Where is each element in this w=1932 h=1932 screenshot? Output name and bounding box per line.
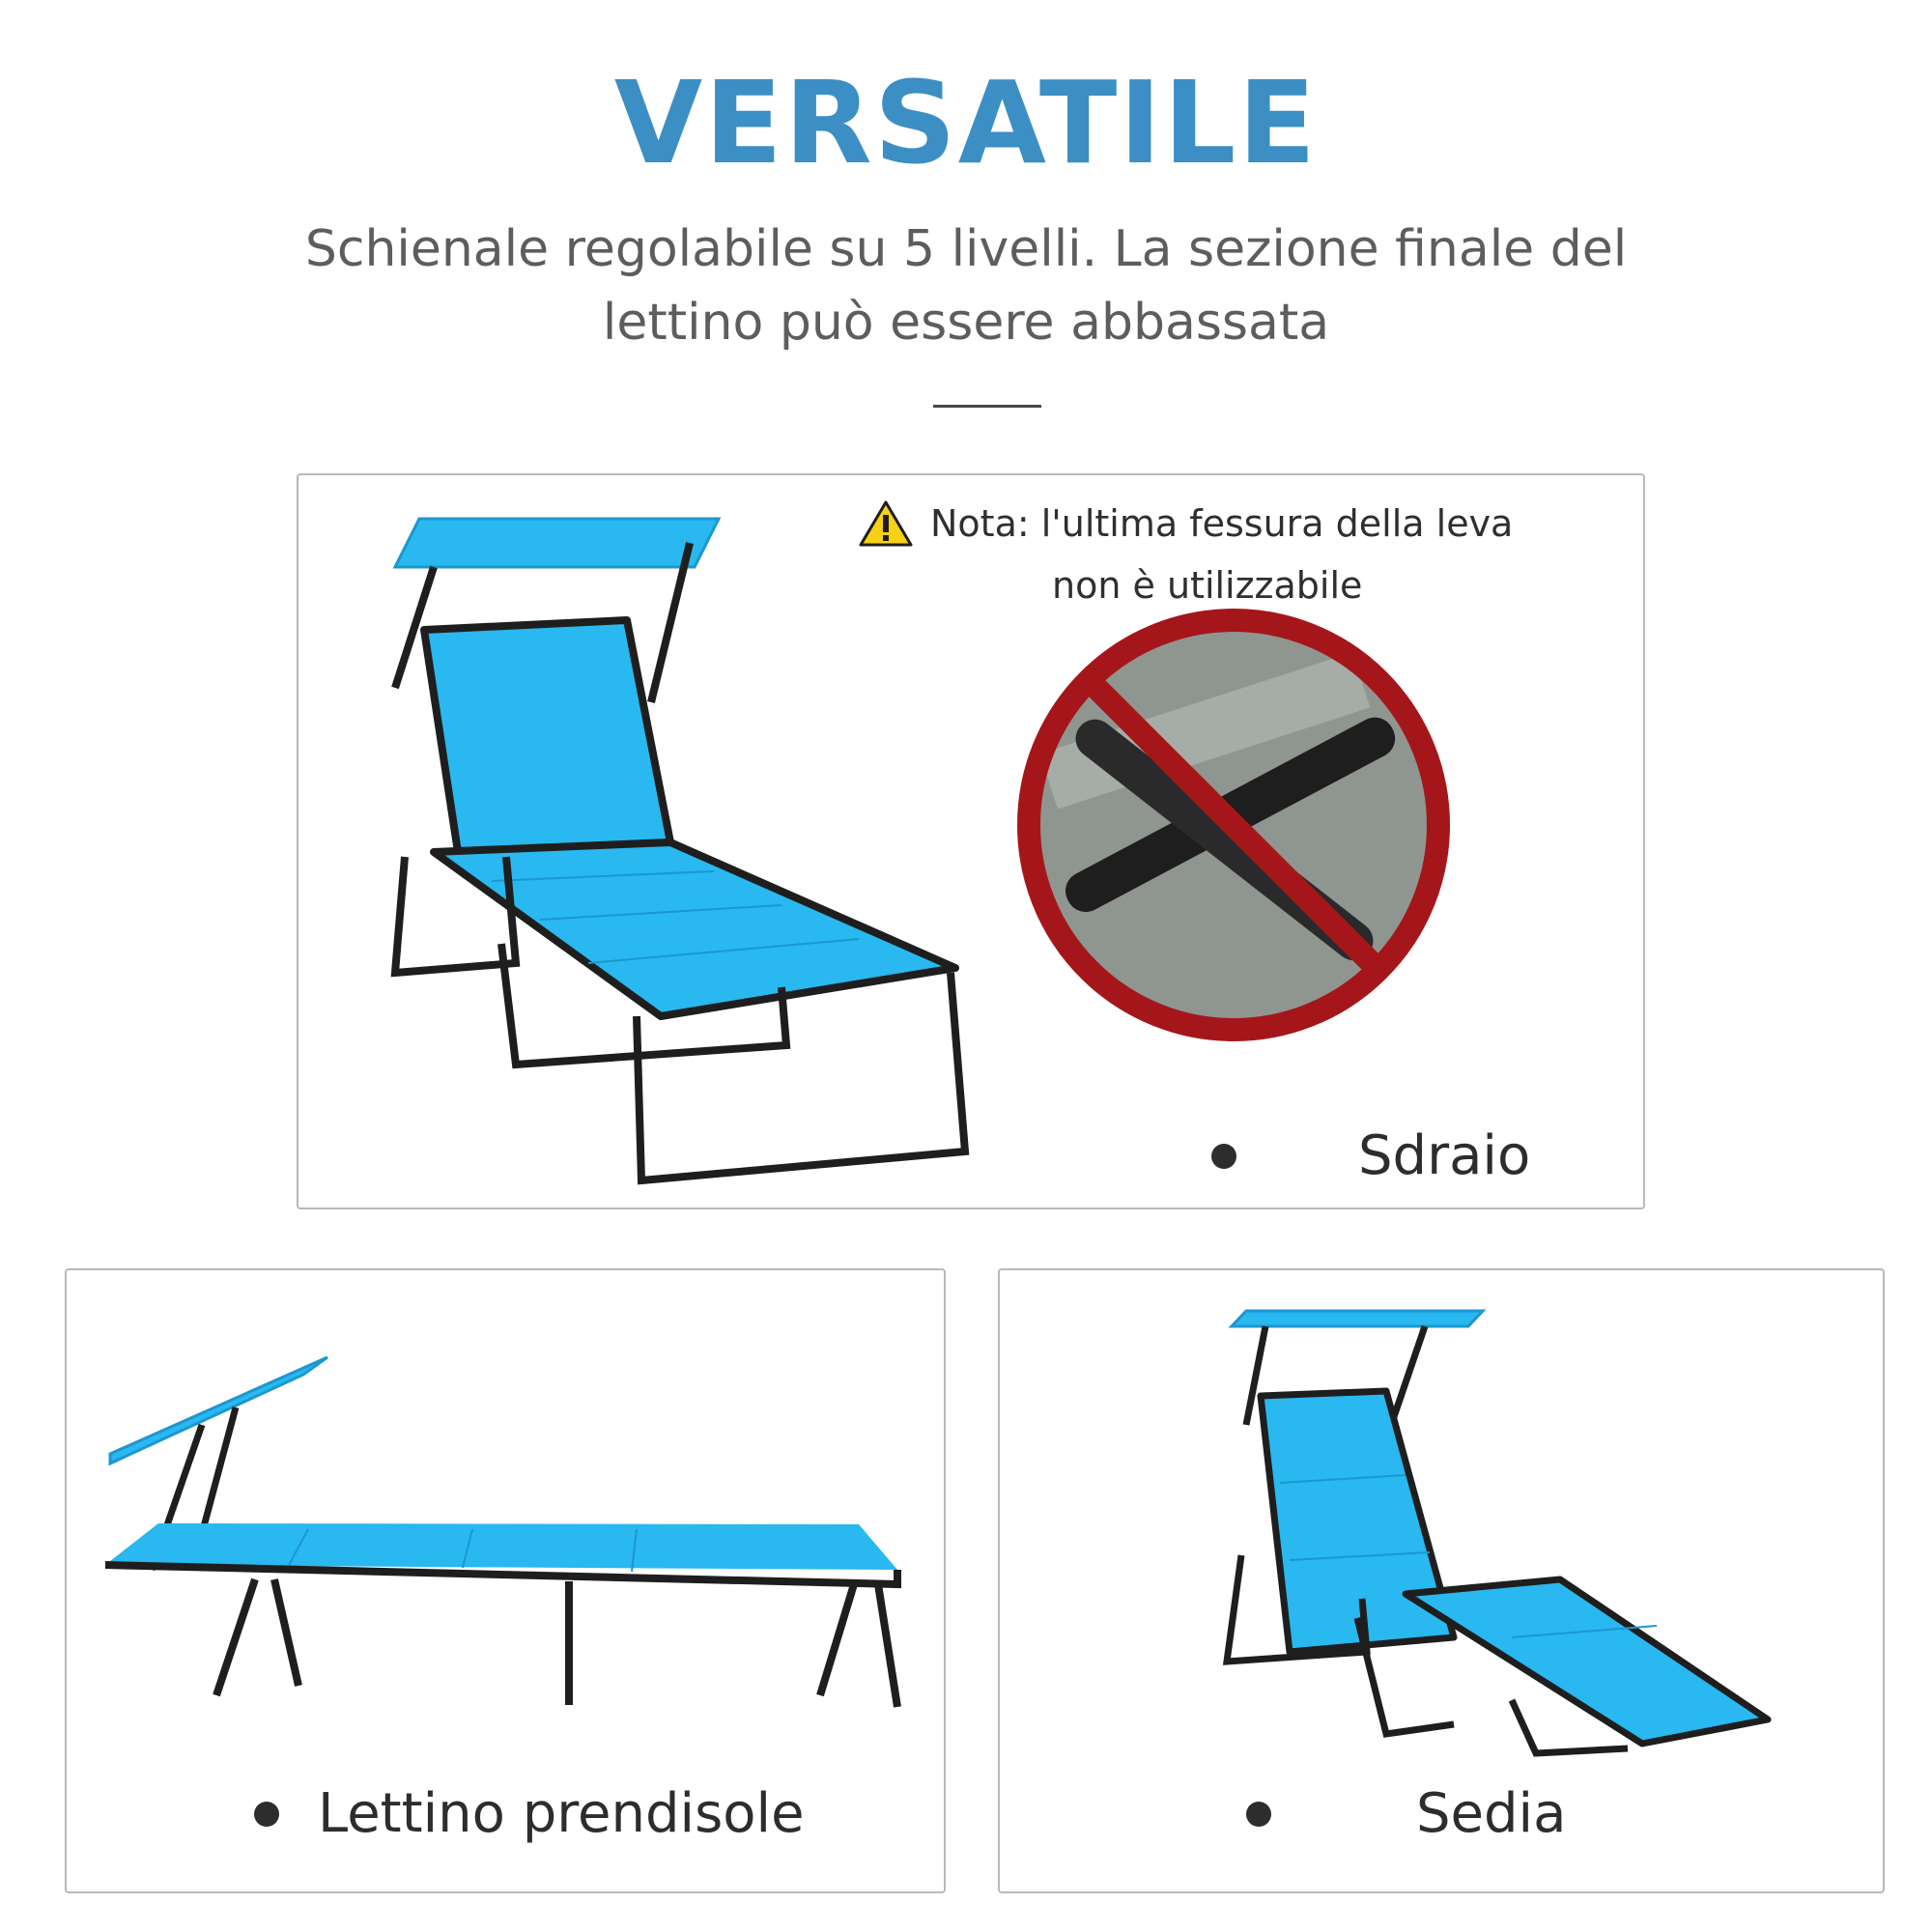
caption-lettino-text: Lettino prendisole	[318, 1782, 805, 1845]
subtitle-line-1: Schienale regolabile su 5 livelli. La sezione finale del	[304, 220, 1628, 278]
panel-sedia	[998, 1268, 1885, 1893]
panel-lettino	[65, 1268, 946, 1893]
usage-note	[859, 493, 1554, 616]
prohibited-sign-icon	[1029, 620, 1438, 1030]
caption-lettino	[254, 1782, 805, 1845]
warning-triangle-icon	[859, 499, 913, 548]
canopy	[110, 1357, 327, 1463]
caption-sdraio	[1211, 1124, 1530, 1187]
panel-sdraio	[297, 473, 1645, 1209]
note-text-line-1: Nota: l'ultima fessura della leva	[930, 502, 1514, 545]
canopy	[1232, 1311, 1483, 1326]
bullet-dot-icon	[1246, 1802, 1271, 1827]
bullet-dot-icon	[1211, 1144, 1236, 1169]
title-divider	[933, 405, 1041, 408]
caption-sedia	[1246, 1782, 1566, 1845]
caption-sdraio-text: Sdraio	[1358, 1124, 1531, 1187]
bed-fabric	[105, 1523, 897, 1570]
leg-front-2	[878, 1584, 897, 1707]
subtitle-line-2: lettino può essere abbassata	[602, 294, 1330, 352]
leg-rear-2	[274, 1579, 298, 1686]
bullet-dot-icon	[254, 1802, 279, 1827]
leg-rear-1	[216, 1579, 255, 1695]
page-title: VERSATILE	[613, 56, 1319, 189]
caption-sedia-text: Sedia	[1416, 1782, 1567, 1845]
note-text-line-2: non è utilizzabile	[1052, 564, 1363, 607]
canopy	[395, 519, 719, 567]
leg-front-1	[820, 1584, 854, 1695]
footrest-fabric	[1406, 1579, 1768, 1744]
page-subtitle	[242, 213, 1690, 359]
